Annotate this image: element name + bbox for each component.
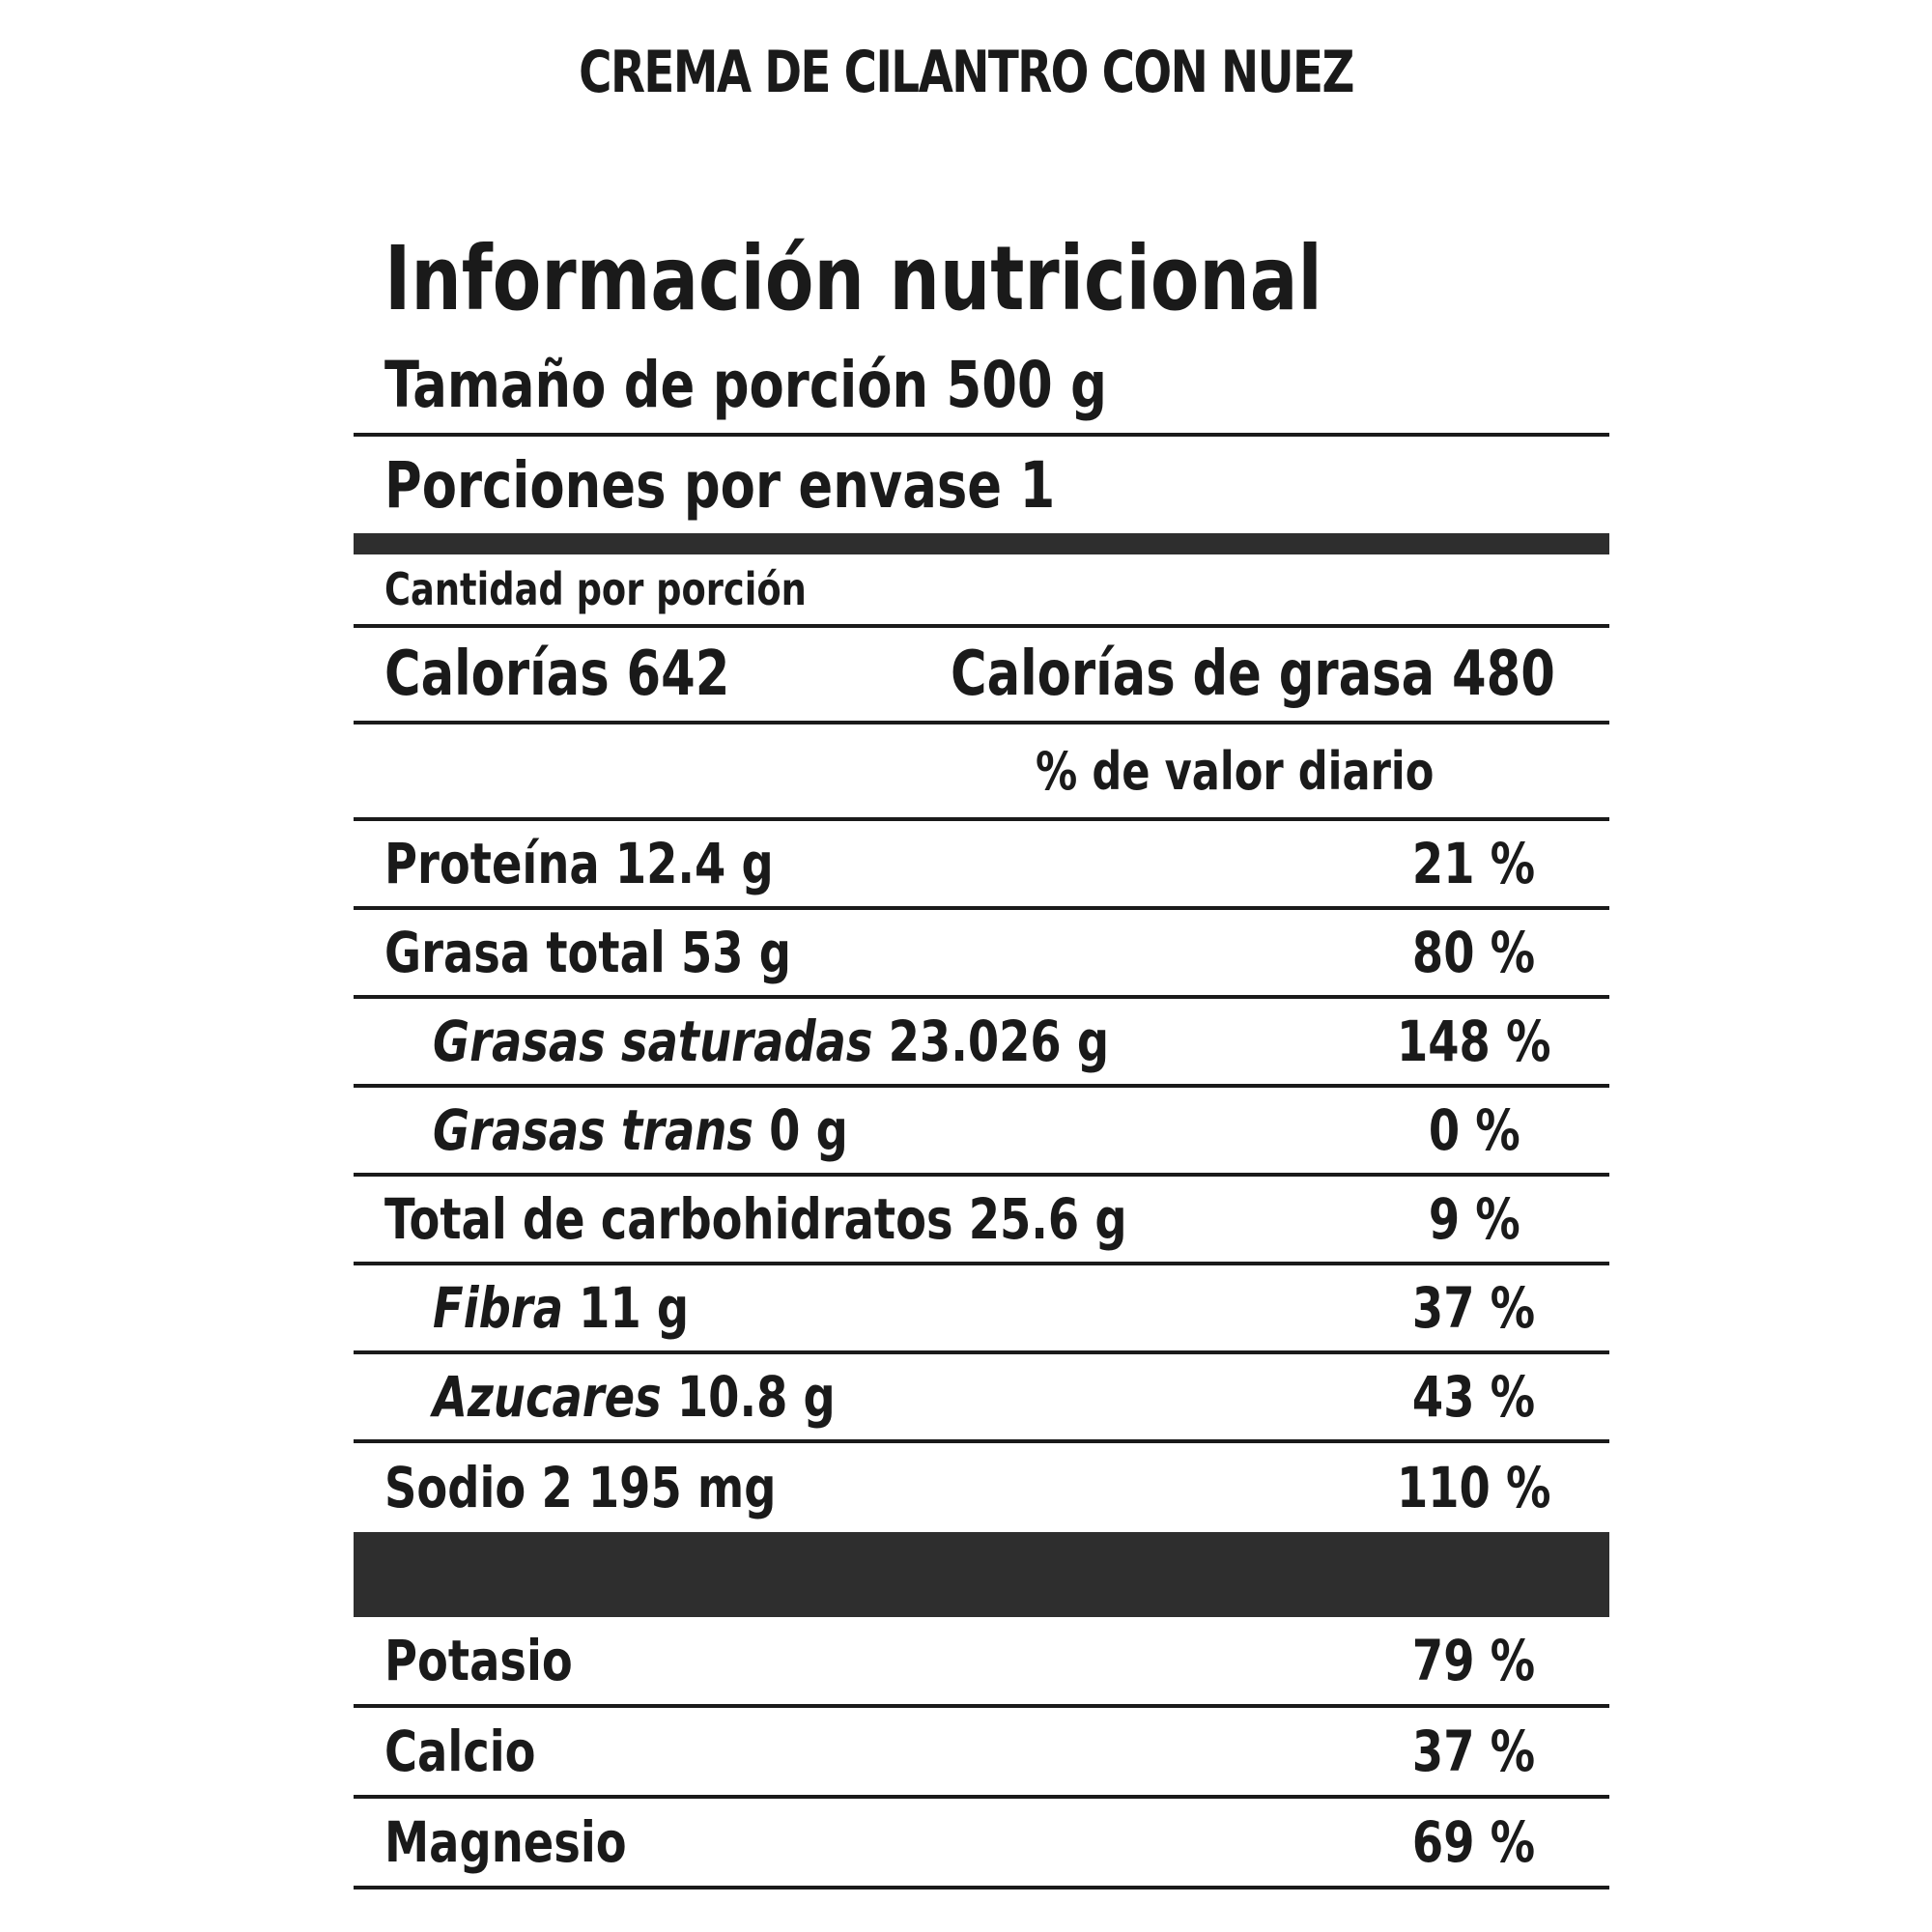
serving-size: Tamaño de porción 500 g: [384, 347, 1107, 422]
section-divider-bar: [354, 1532, 1609, 1617]
nutrient-name: Azucares: [433, 1364, 662, 1430]
product-title: CREMA DE CILANTRO CON NUEZ: [579, 39, 1353, 106]
serving-size-row: [354, 336, 1609, 437]
amount-per-serving-row: [354, 554, 1609, 628]
mineral-name: Potasio: [384, 1628, 573, 1693]
nutrient-daily-value: 37 %: [1412, 1275, 1536, 1341]
nutrient-row-fiber: [354, 1265, 1609, 1354]
daily-value-header-row: [354, 724, 1609, 821]
mineral-daily-value: 37 %: [1412, 1719, 1536, 1784]
nutrient-label: [433, 1097, 848, 1163]
nutrient-row-sugars: [354, 1354, 1609, 1443]
mineral-name: Calcio: [384, 1719, 536, 1784]
mineral-row-calcium: [354, 1708, 1609, 1799]
nutrient-label: [384, 1186, 1127, 1252]
nutrient-amount: 53 g: [680, 920, 791, 985]
nutrient-label: [384, 831, 774, 896]
nutrient-row-trans-fat: [354, 1088, 1609, 1177]
nutrient-amount: 2 195 mg: [541, 1455, 777, 1520]
nutrient-daily-value: 110 %: [1397, 1455, 1551, 1520]
nutrient-daily-value: 148 %: [1397, 1009, 1551, 1074]
mineral-row-potassium: [354, 1617, 1609, 1708]
nutrient-name: Grasas trans: [433, 1097, 754, 1163]
nutrient-row-total-carbohydrates: [354, 1177, 1609, 1265]
mineral-row-magnesium: [354, 1799, 1609, 1889]
mineral-daily-value: 79 %: [1412, 1628, 1536, 1693]
mineral-name: Magnesio: [384, 1809, 627, 1875]
servings-per-container-row: [354, 437, 1609, 533]
nutrient-label: [433, 1275, 689, 1341]
nutrient-amount: 10.8 g: [676, 1364, 836, 1430]
nutrient-name: Sodio: [384, 1455, 526, 1520]
nutrient-daily-value: 43 %: [1412, 1364, 1536, 1430]
nutrient-row-total-fat: [354, 910, 1609, 999]
nutrient-row-protein: [354, 821, 1609, 910]
nutrient-label: [384, 920, 791, 985]
calories-row: [354, 628, 1609, 724]
daily-value-header: % de valor diario: [1036, 740, 1435, 802]
nutrient-amount: 25.6 g: [968, 1186, 1127, 1252]
servings-per-container: Porciones por envase 1: [384, 447, 1056, 523]
label-heading: [354, 222, 1609, 336]
calories-from-fat: Calorías de grasa 480: [951, 639, 1555, 710]
nutrient-daily-value: 9 %: [1428, 1186, 1520, 1252]
nutrient-row-saturated-fat: [354, 999, 1609, 1088]
nutrient-name: Fibra: [433, 1275, 564, 1341]
nutrient-name: Proteína: [384, 831, 600, 896]
nutrient-name: Grasas saturadas: [433, 1009, 873, 1074]
label-heading-text: Información nutricional: [384, 227, 1322, 330]
nutrient-label: [433, 1364, 836, 1430]
nutrient-daily-value: 21 %: [1412, 831, 1536, 896]
nutrient-label: [433, 1009, 1109, 1074]
nutrient-name: Grasa total: [384, 920, 666, 985]
amount-per-serving: Cantidad por porción: [384, 563, 807, 615]
nutrient-daily-value: 0 %: [1428, 1097, 1520, 1163]
calories: Calorías 642: [384, 639, 730, 710]
nutrient-daily-value: 80 %: [1412, 920, 1536, 985]
nutrient-label: [384, 1455, 776, 1520]
nutrient-amount: 0 g: [769, 1097, 848, 1163]
nutrient-row-sodium: [354, 1443, 1609, 1532]
nutrition-facts-label: [354, 222, 1609, 1889]
nutrient-name: Total de carbohidratos: [384, 1186, 953, 1252]
mineral-daily-value: 69 %: [1412, 1809, 1536, 1875]
nutrient-amount: 11 g: [579, 1275, 690, 1341]
thick-divider: [354, 533, 1609, 554]
nutrient-amount: 12.4 g: [614, 831, 774, 896]
nutrient-amount: 23.026 g: [888, 1009, 1110, 1074]
